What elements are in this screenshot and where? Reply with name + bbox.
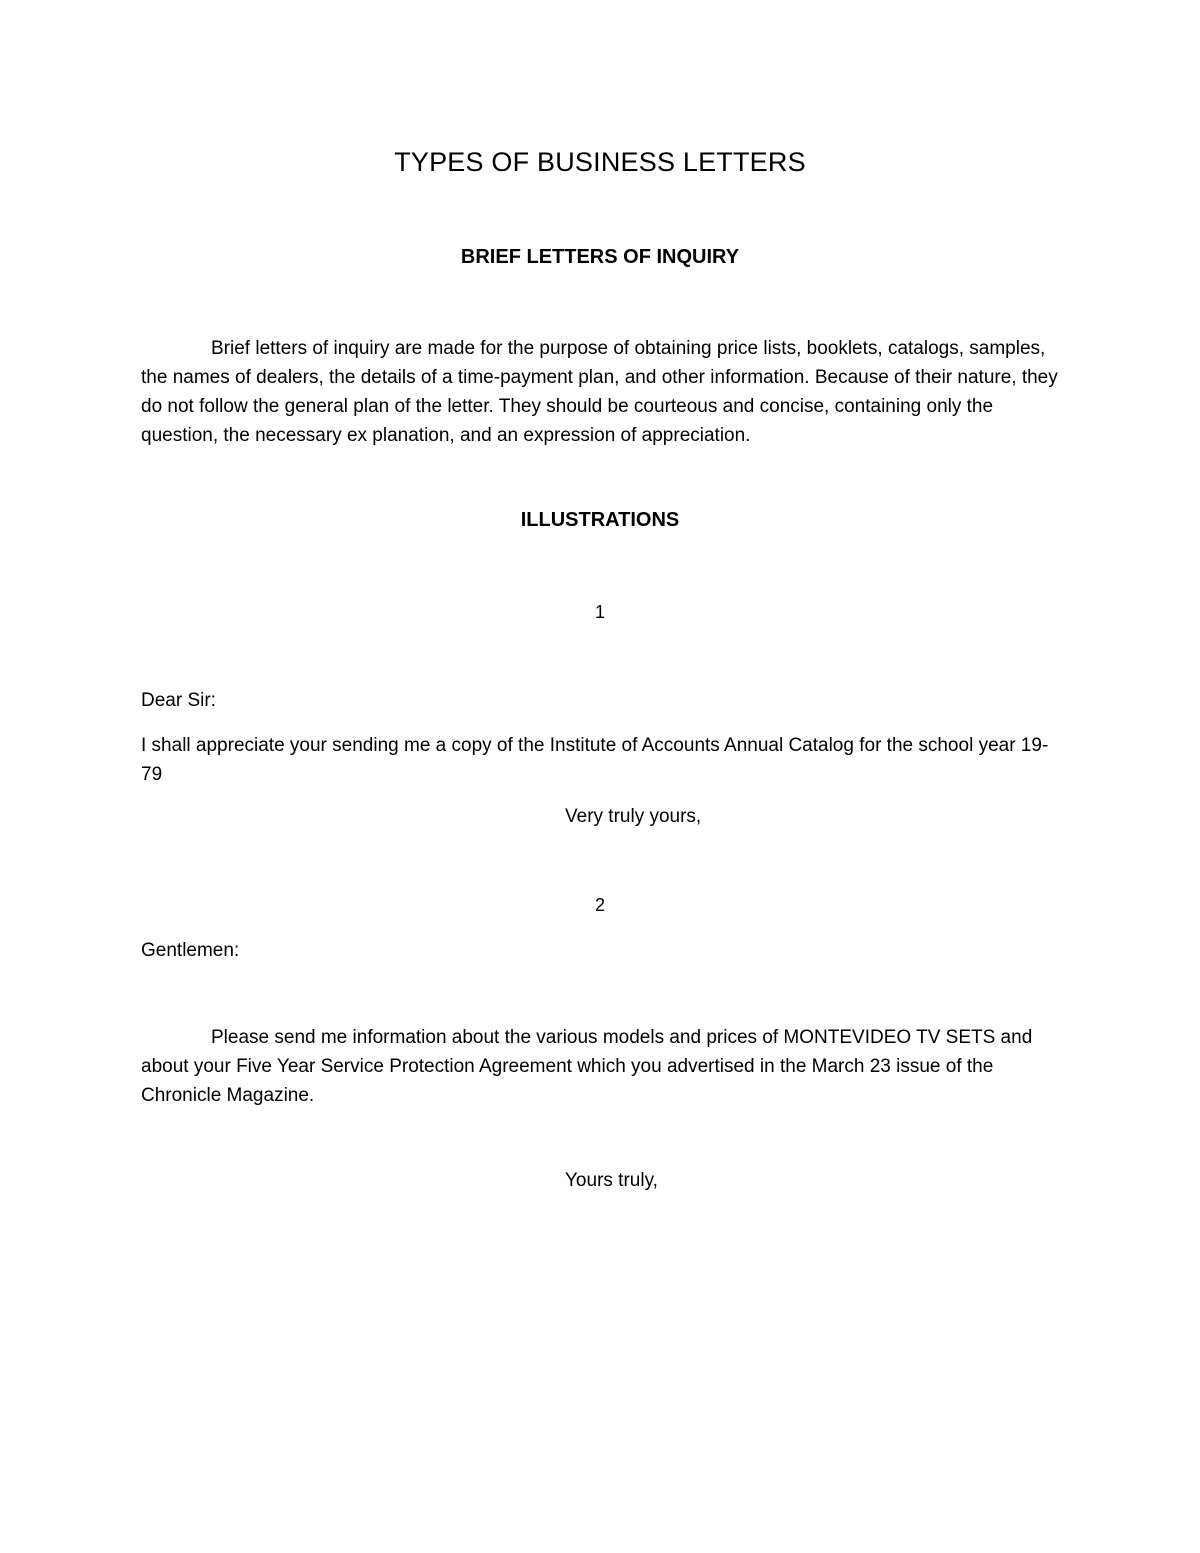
complimentary-closing: Yours truly, <box>565 1170 658 1191</box>
salutation: Dear Sir: <box>141 690 216 711</box>
intro-paragraph: Brief letters of inquiry are made for the purpose of obtaining price lists, booklets, catalogs, samples, the names of dealers, the details of a time-payment plan, and other information. Because of their nature, they do not follow the general plan of the letter. They should be courteous and concise, containing only the question, the necessary ex planation, and an expression of appreciation. <box>141 338 1058 446</box>
letter-body: I shall appreciate your sending me a copy of the Institute of Accounts Annual Catalog for the school year 19-79 <box>141 735 1049 785</box>
complimentary-closing: Very truly yours, <box>565 806 702 827</box>
document-title: TYPES OF BUSINESS LETTERS <box>394 147 806 177</box>
section-heading: BRIEF LETTERS OF INQUIRY <box>460 246 740 268</box>
letter-body: Please send me information about the various models and prices of MONTEVIDEO TV SETS and about your Five Year Service Protection Agreement which you advertised in the March 23 issue of the Chronicle Magazine. <box>141 1027 1033 1106</box>
illustrations-heading: ILLUSTRATIONS <box>520 509 680 531</box>
illustration-number: 2 <box>594 895 605 915</box>
salutation: Gentlemen: <box>141 940 240 961</box>
illustration-number: 1 <box>594 602 605 622</box>
